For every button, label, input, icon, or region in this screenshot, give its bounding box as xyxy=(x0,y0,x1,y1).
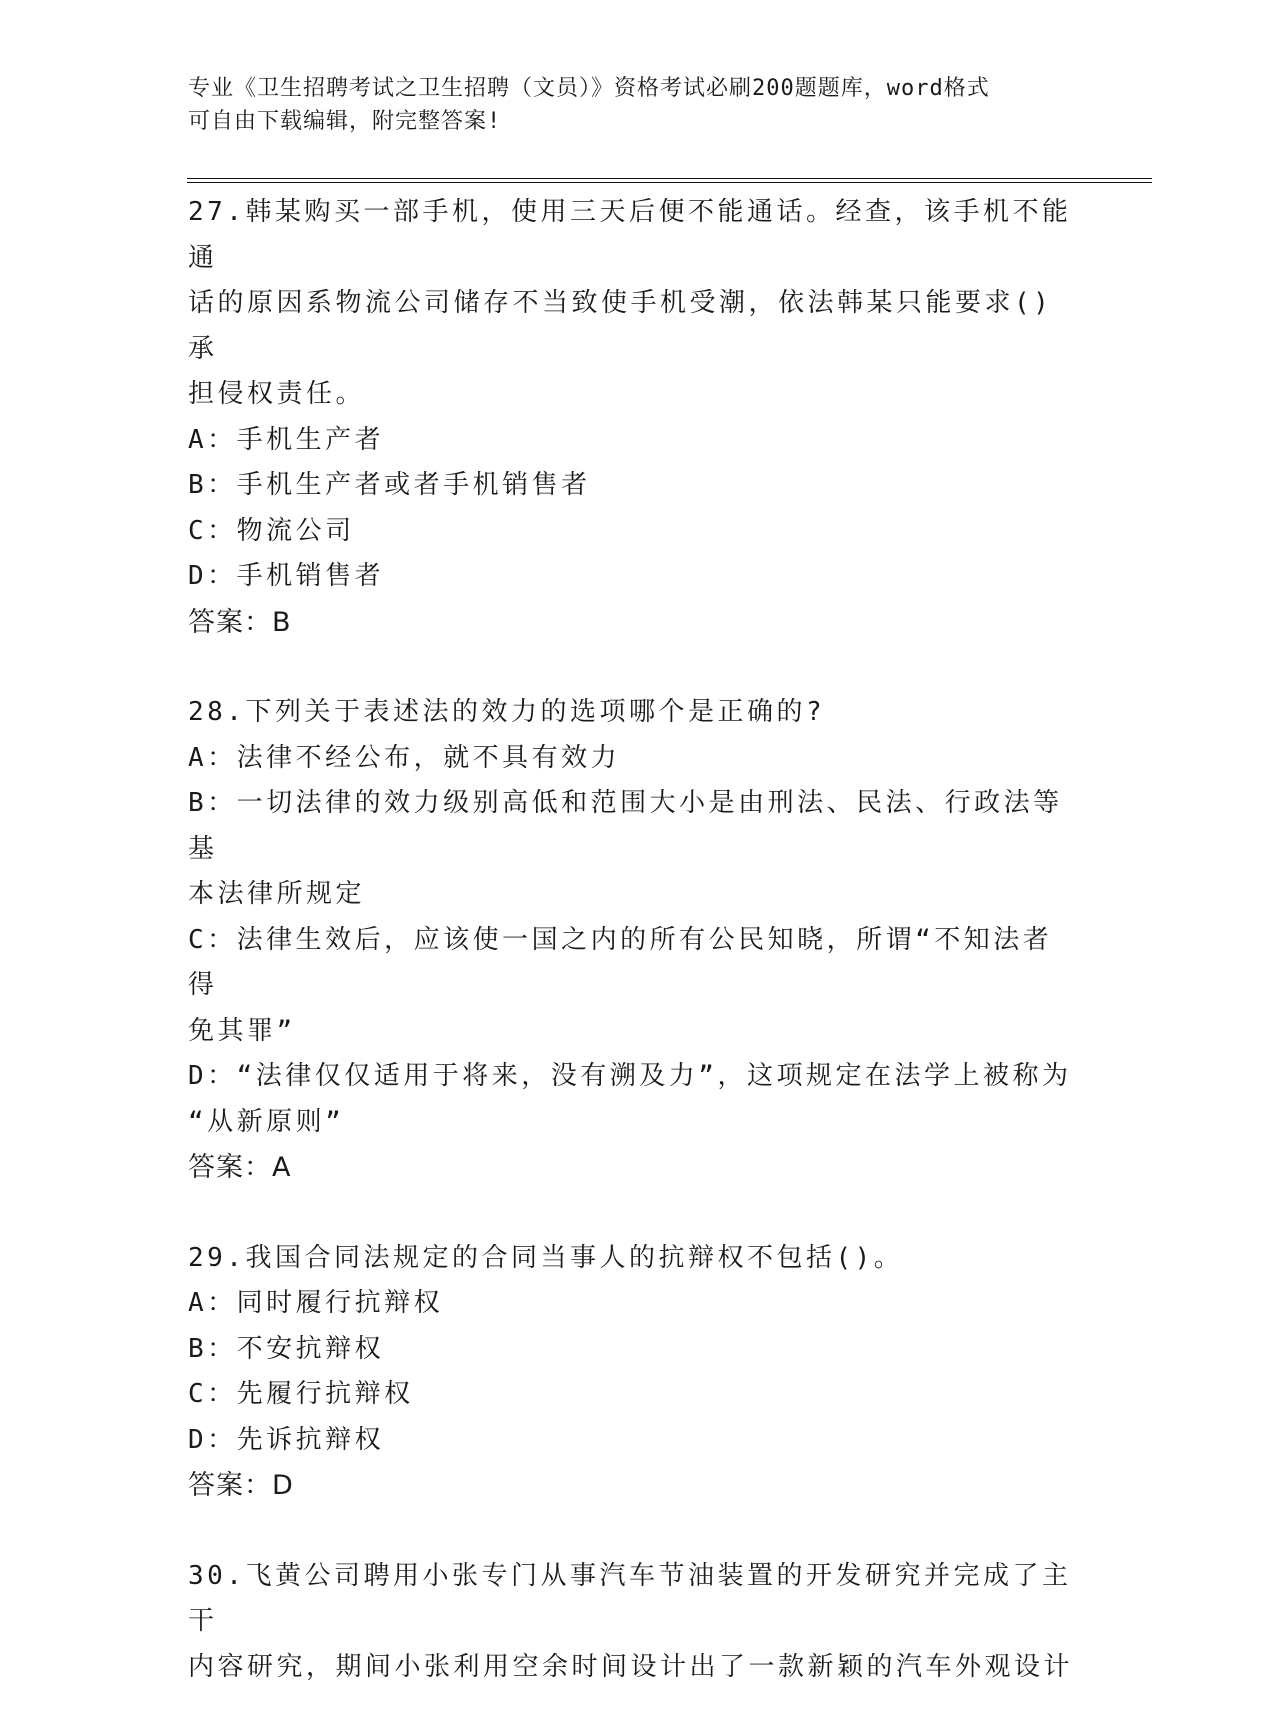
option-c: C：物流公司 xyxy=(188,515,355,546)
option-d-continued: “从新原则” xyxy=(188,1106,345,1137)
answer-line: 答案：B xyxy=(188,606,292,638)
option-b: B：手机生产者或者手机销售者 xyxy=(188,470,591,500)
option-b: B：不安抗辩权 xyxy=(188,1333,385,1364)
question-30 xyxy=(188,1554,1078,1691)
option-d: D：手机销售者 xyxy=(188,561,385,591)
question-list xyxy=(188,190,1078,1735)
answer-line: 答案：D xyxy=(188,1470,294,1501)
question-stem-line: 30.飞黄公司聘用小张专门从事汽车节油装置的开发研究并完成了主干 xyxy=(188,1560,1072,1636)
question-stem-line: 29.我国合同法规定的合同当事人的抗辩权不包括()。 xyxy=(188,1242,904,1273)
question-stem-line: 担侵权责任。 xyxy=(188,379,366,409)
option-a: A：手机生产者 xyxy=(188,424,385,455)
question-stem-line: 28.下列关于表述法的效力的选项哪个是正确的? xyxy=(188,697,826,727)
option-c: C：法律生效后，应该使一国之内的所有公民知晓，所谓“不知法者得 xyxy=(188,924,1053,1000)
question-stem-line: 话的原因系物流公司储存不当致使手机受潮，依法韩某只能要求()承 xyxy=(188,288,1053,364)
question-28 xyxy=(188,690,1078,1191)
answer-line: 答案：A xyxy=(188,1152,292,1183)
option-d: D：“法律仅仅适用于将来，没有溯及力”，这项规定在法学上被称为 xyxy=(188,1061,1072,1091)
question-27 xyxy=(188,190,1078,645)
option-b: B：一切法律的效力级别高低和范围大小是由刑法、民法、行政法等基 xyxy=(188,788,1063,864)
question-stem-line: 27.韩某购买一部手机，使用三天后便不能通话。经查，该手机不能通 xyxy=(188,197,1072,273)
option-c-continued: 免其罪” xyxy=(188,1015,296,1046)
option-d: D：先诉抗辩权 xyxy=(188,1424,385,1455)
document-header xyxy=(188,72,1068,138)
header-divider xyxy=(187,178,1152,183)
option-c: C：先履行抗辩权 xyxy=(188,1379,414,1409)
question-stem-line: 内容研究，期间小张利用空余时间设计出了一款新颖的汽车外观设计 xyxy=(188,1651,1074,1682)
option-a: A：法律不经公布，就不具有效力 xyxy=(188,742,621,773)
option-b-continued: 本法律所规定 xyxy=(188,879,366,909)
question-29 xyxy=(188,1236,1078,1509)
header-line-1: 专业《卫生招聘考试之卫生招聘（文员）》资格考试必刷200题题库，word格式 xyxy=(188,76,990,101)
header-line-2: 可自由下载编辑，附完整答案! xyxy=(188,109,502,134)
option-a: A：同时履行抗辩权 xyxy=(188,1288,444,1318)
